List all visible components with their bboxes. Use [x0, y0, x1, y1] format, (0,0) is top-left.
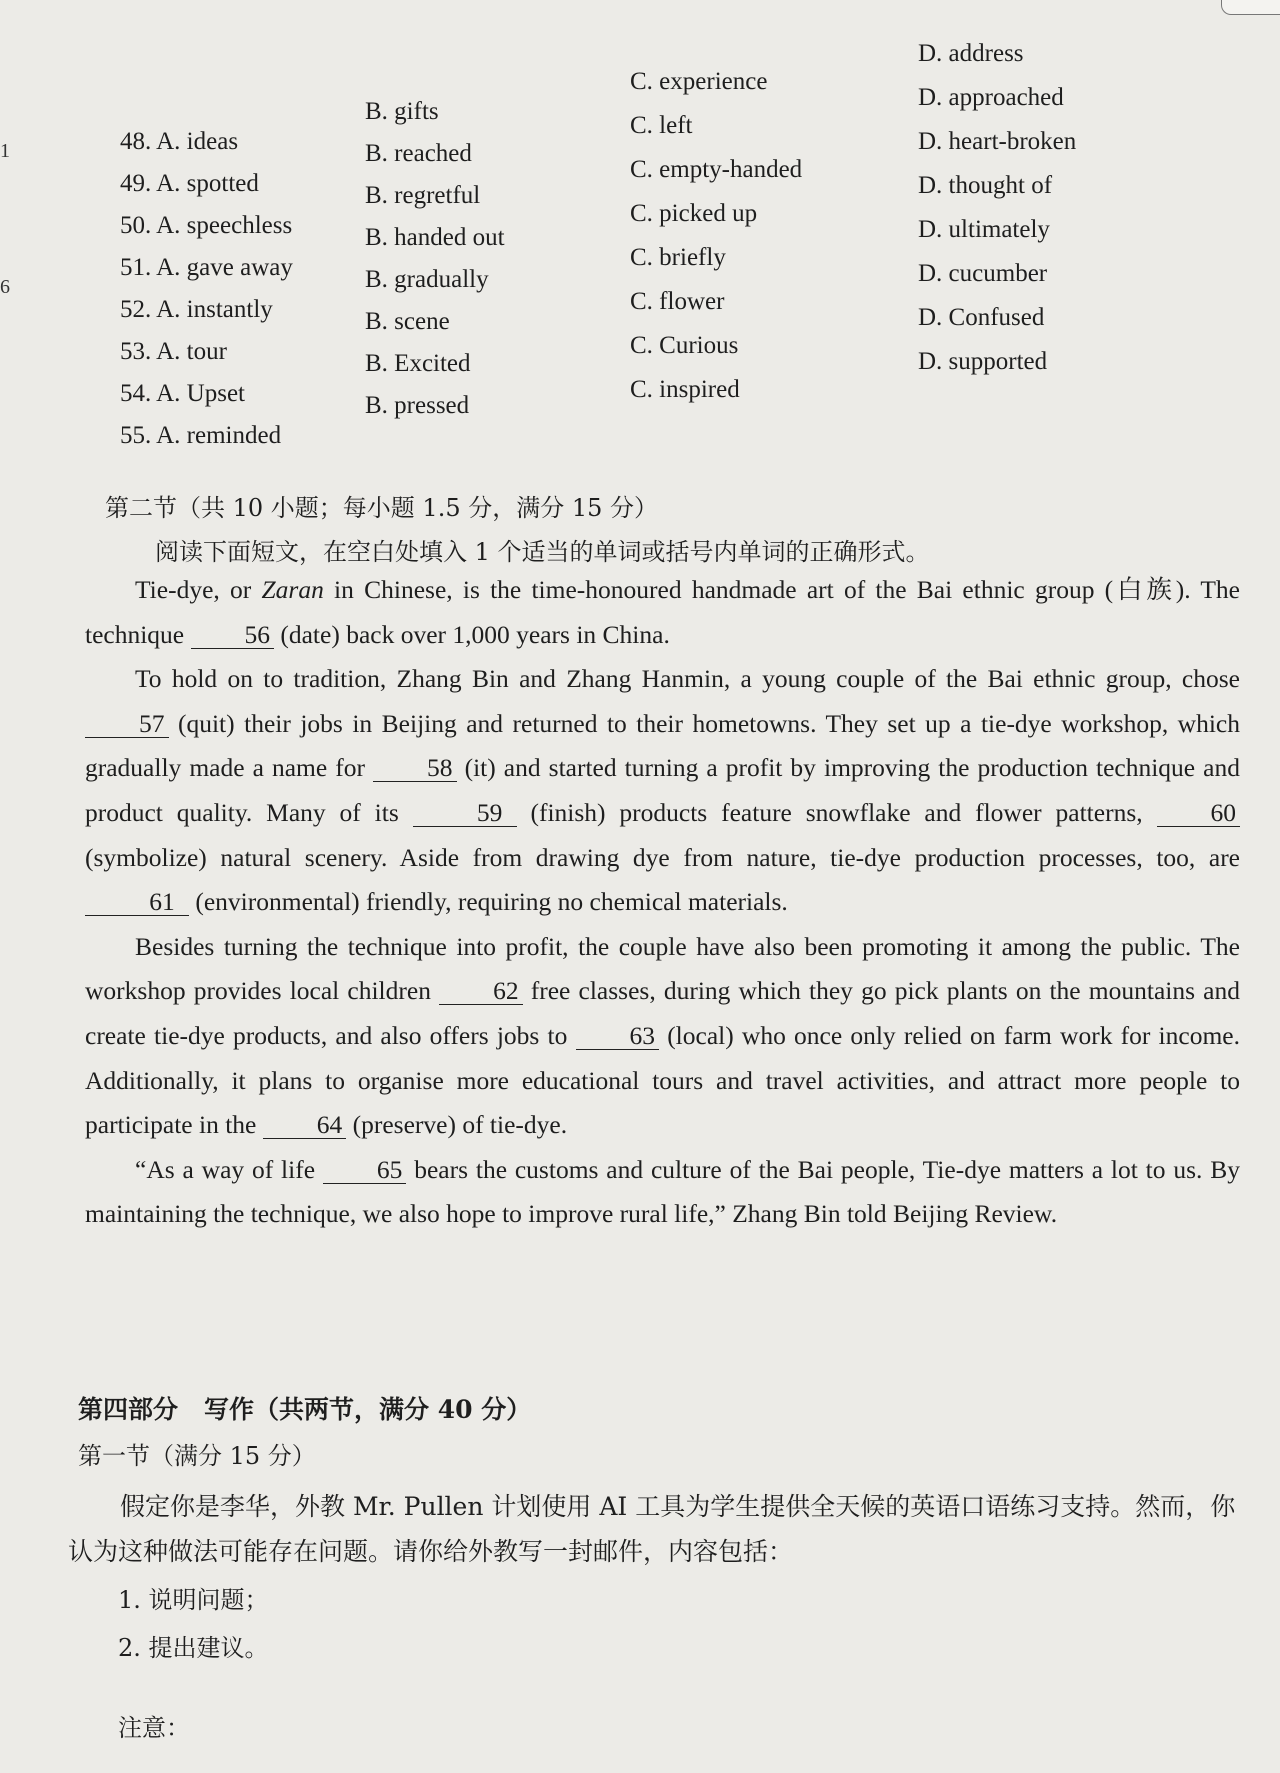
option-50-b: B. regretful [365, 182, 481, 209]
option-51-d: D. thought of [918, 172, 1053, 199]
text-run: Tie-dye, or [135, 575, 262, 604]
blank-65: 65 [323, 1157, 407, 1184]
option-53-d: D. cucumber [918, 260, 1048, 287]
blank-57: 57 [85, 711, 169, 738]
part4-heading [78, 1390, 531, 1426]
blank-62: 62 [439, 978, 523, 1005]
text-run: To hold on to tradition, Zhang Bin and Zhang Hanmin, a young couple of the Bai ethnic group, chose [135, 664, 1240, 694]
paragraph-1 [85, 568, 1240, 657]
text-run: in Chinese, is the time-honoured handmade art of the Bai ethnic group (白族). The technique [85, 575, 1240, 649]
option-54-c: C. Curious [630, 332, 739, 359]
blank-64: 64 [263, 1112, 347, 1139]
option-55-c: C. inspired [630, 376, 740, 403]
writing-section1-heading: 第一节（满分 15 分） [78, 1442, 316, 1470]
option-48-d: D. address [918, 40, 1024, 67]
section2-heading: 第二节（共 10 小题；每小题 1.5 分，满分 15 分） [105, 494, 659, 522]
option-51-c: C. picked up [630, 200, 758, 227]
requirement-item: 2. 提出建议。 [118, 1634, 269, 1662]
option-48-c: C. experience [630, 68, 768, 95]
option-53-b: B. scene [365, 308, 450, 335]
option-54-d: D. Confused [918, 304, 1045, 331]
writing-task [68, 1484, 1238, 1574]
option-49-a: 49. A. spotted [120, 170, 259, 197]
paragraph-4 [85, 1148, 1240, 1237]
blank-56: 56 [191, 622, 275, 649]
text-run: (local) who once only relied on farm work for income. Additionally, it plans to organise more educational tours and travel activities, and attract more people to participate in the [85, 1020, 1240, 1140]
text-run: free classes, during which they go pick plants on the mountains and create tie-dye products, and also offers jobs to [85, 976, 1240, 1050]
option-51-a: 51. A. gave away [120, 254, 293, 281]
writing-task-text: 假定你是李华，外教 Mr. Pullen 计划使用 AI 工具为学生提供全天候的英语口语练习支持。然而，你认为这种做法可能存在问题。请你给外教写一封邮件，内容包括： [68, 1492, 1236, 1566]
text-run: (symbolize) natural scenery. Aside from drawing dye from nature, tie-dye production processes, too, are [85, 842, 1240, 872]
requirement-item: 1. 说明问题； [118, 1586, 269, 1614]
corner-tab [1221, 0, 1280, 15]
text-run: (quit) their jobs in Beijing and returned to their hometowns. They set up a tie-dye workshop, which gradually made a name for [85, 708, 1240, 783]
option-55-a: 55. A. reminded [120, 422, 282, 449]
option-49-c: C. left [630, 112, 693, 139]
option-48-b: B. gifts [365, 98, 439, 125]
option-55-b: B. pressed [365, 392, 470, 419]
section2-instruction: 阅读下面短文，在空白处填入 1 个适当的单词或括号内单词的正确形式。 [155, 538, 930, 566]
blank-60: 60 [1157, 800, 1241, 827]
option-52-c: C. briefly [630, 244, 726, 271]
blank-59: 59 [413, 800, 517, 827]
part4-subtitle: 写作（共两节，满分 40 分） [204, 1395, 532, 1424]
text-run: (finish) products feature snowflake and flower patterns, [516, 797, 1157, 827]
option-50-c: C. empty-handed [630, 156, 803, 183]
options-grid [110, 40, 1120, 460]
option-52-a: 52. A. instantly [120, 296, 273, 323]
option-54-b: B. Excited [365, 350, 471, 377]
text-run: bears the customs and culture of the Bai people, Tie-dye matters a lot to us. By maintaining the technique, we also hope to improve rural life,” Zhang Bin told Beijing Review. [85, 1154, 1240, 1229]
option-53-c: C. flower [630, 288, 725, 315]
paragraph-2 [85, 657, 1240, 925]
blank-58: 58 [373, 755, 457, 782]
option-55-d: D. supported [918, 348, 1048, 375]
paragraph-3 [85, 925, 1240, 1148]
tie-dye-passage [85, 568, 1240, 1237]
text-run: (it) and started turning a profit by improving the production technique and product quality. Many of its [85, 753, 1240, 827]
option-52-d: D. ultimately [918, 216, 1050, 243]
option-49-b: B. reached [365, 140, 472, 167]
option-48-a: 48. A. ideas [120, 128, 239, 155]
option-50-d: D. heart-broken [918, 128, 1077, 155]
option-50-a: 50. A. speechless [120, 212, 293, 239]
text-run: (date) back over 1,000 years in China. [274, 619, 670, 649]
edge-mark: 1 [0, 140, 10, 162]
note-label: 注意： [118, 1714, 190, 1742]
zaran-word: Zaran [261, 575, 324, 604]
text-run: Besides turning the technique into profit, the couple have also been promoting it among the public. The workshop provides local children [85, 931, 1240, 1006]
option-49-d: D. approached [918, 84, 1064, 111]
text-run: (preserve) of tie-dye. [346, 1110, 568, 1140]
option-51-b: B. handed out [365, 224, 505, 251]
blank-61: 61 [85, 889, 189, 916]
option-52-b: B. gradually [365, 266, 489, 293]
text-run: “As a way of life [135, 1154, 323, 1184]
edge-mark: 6 [0, 276, 10, 298]
part4-title: 第四部分 [78, 1395, 179, 1424]
writing-requirements [118, 1576, 269, 1672]
option-54-a: 54. A. Upset [120, 380, 245, 407]
text-run: (environmental) friendly, requiring no chemical materials. [189, 887, 788, 917]
blank-63: 63 [576, 1023, 660, 1050]
option-53-a: 53. A. tour [120, 338, 227, 365]
